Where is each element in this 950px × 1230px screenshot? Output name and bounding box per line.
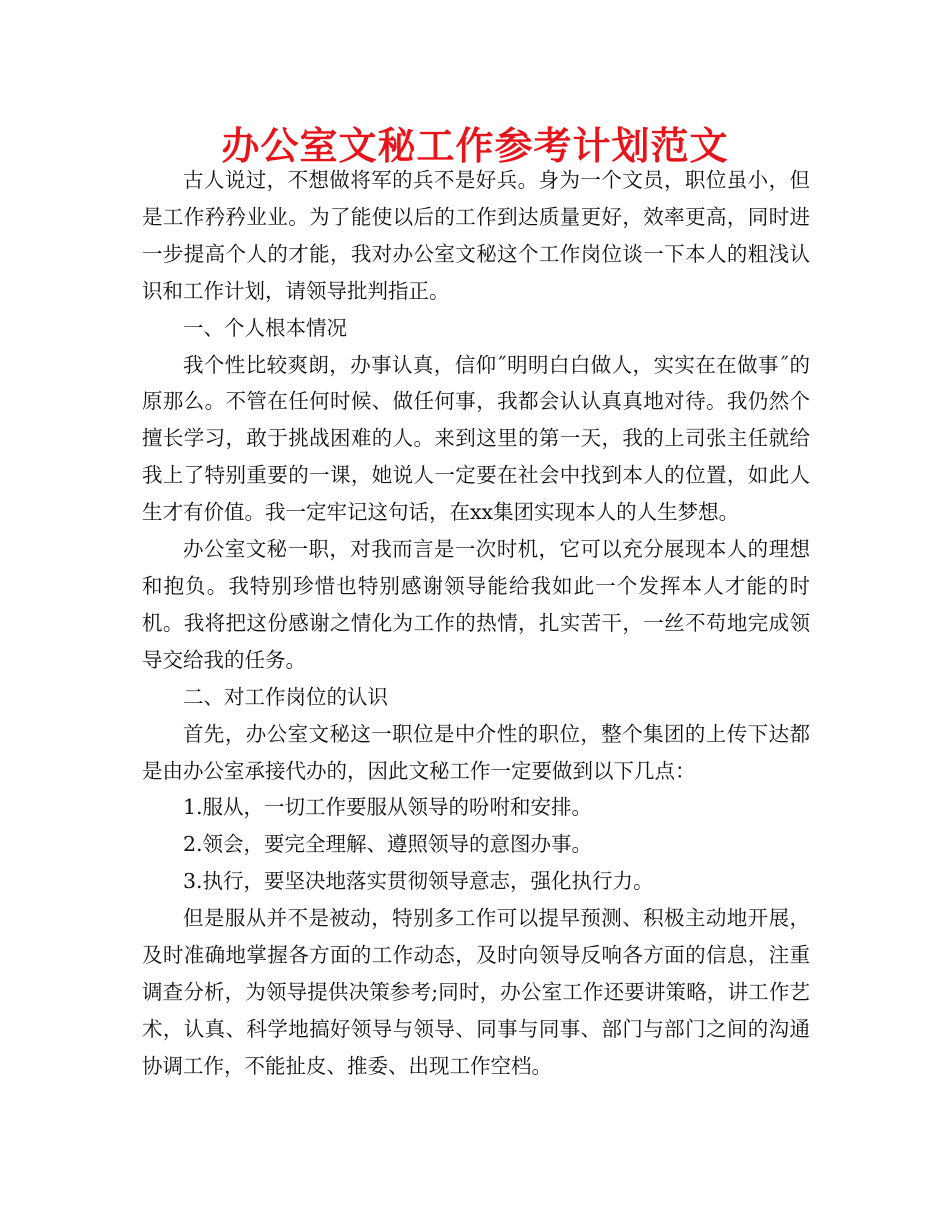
section-heading-personal-situation: 一、个人根本情况 <box>183 315 347 340</box>
paragraph-personality: 我个性比较爽朗，办事认真，信仰˝明明白白做人，实实在在做事˝的原那么。不管在任何时候、做任何事，我都会认认真真地对待。我仍然个擅长学习，敢于挑战困难的人。来到这里的第一天，我的上司张主任就给我上了特别重要的一课，她说人一定要在社会中找到本人的位置，如此人生才有价值。我一定牢记这句话，在xx集团实现本人的人生梦想。 <box>142 352 810 525</box>
document-title: 办公室文秘工作参考计划范文 <box>221 124 729 168</box>
section-heading-job-understanding: 二、对工作岗位的认识 <box>183 684 388 709</box>
paragraph-opportunity: 办公室文秘一职，对我而言是一次时机，它可以充分展现本人的理想和抱负。我特别珍惜也特别感谢领导能给我如此一个发挥本人才能的时机。我将把这份感谢之情化为工作的热情，扎实苦干，一丝不苟地完成领导交给我的任务。 <box>142 537 810 672</box>
document-body <box>142 162 810 1085</box>
list-item-obey: 1.服从，一切工作要服从领导的吩咐和安排。 <box>183 795 593 820</box>
paragraph-intro: 古人说过，不想做将军的兵不是好兵。身为一个文员，职位虽小，但是工作矜矜业业。为了能使以后的工作到达质量更好，效率更高，同时进一步提高个人的才能，我对办公室文秘这个工作岗位谈一下本人的粗浅认识和工作计划，请领导批判指正。 <box>142 168 810 303</box>
list-item-execute: 3.执行，要坚决地落实贯彻领导意志，强化执行力。 <box>183 869 654 894</box>
paragraph-role-description: 首先，办公室文秘这一职位是中介性的职位，整个集团的上传下达都是由办公室承接代办的，因此文秘工作一定要做到以下几点： <box>142 721 810 783</box>
paragraph-proactive-work: 但是服从并不是被动，特别多工作可以提早预测、积极主动地开展，及时准确地掌握各方面的工作动态，及时向领导反响各方面的信息，注重调查分析，为领导提供决策参考;同时，办公室工作还要讲策略，讲工作艺术，认真、科学地搞好领导与领导、同事与同事、部门与部门之间的沟通协调工作，不能扯皮、推委、出现工作空档。 <box>142 906 810 1078</box>
list-item-understand: 2.领会，要完全理解、遵照领导的意图办事。 <box>183 832 593 857</box>
